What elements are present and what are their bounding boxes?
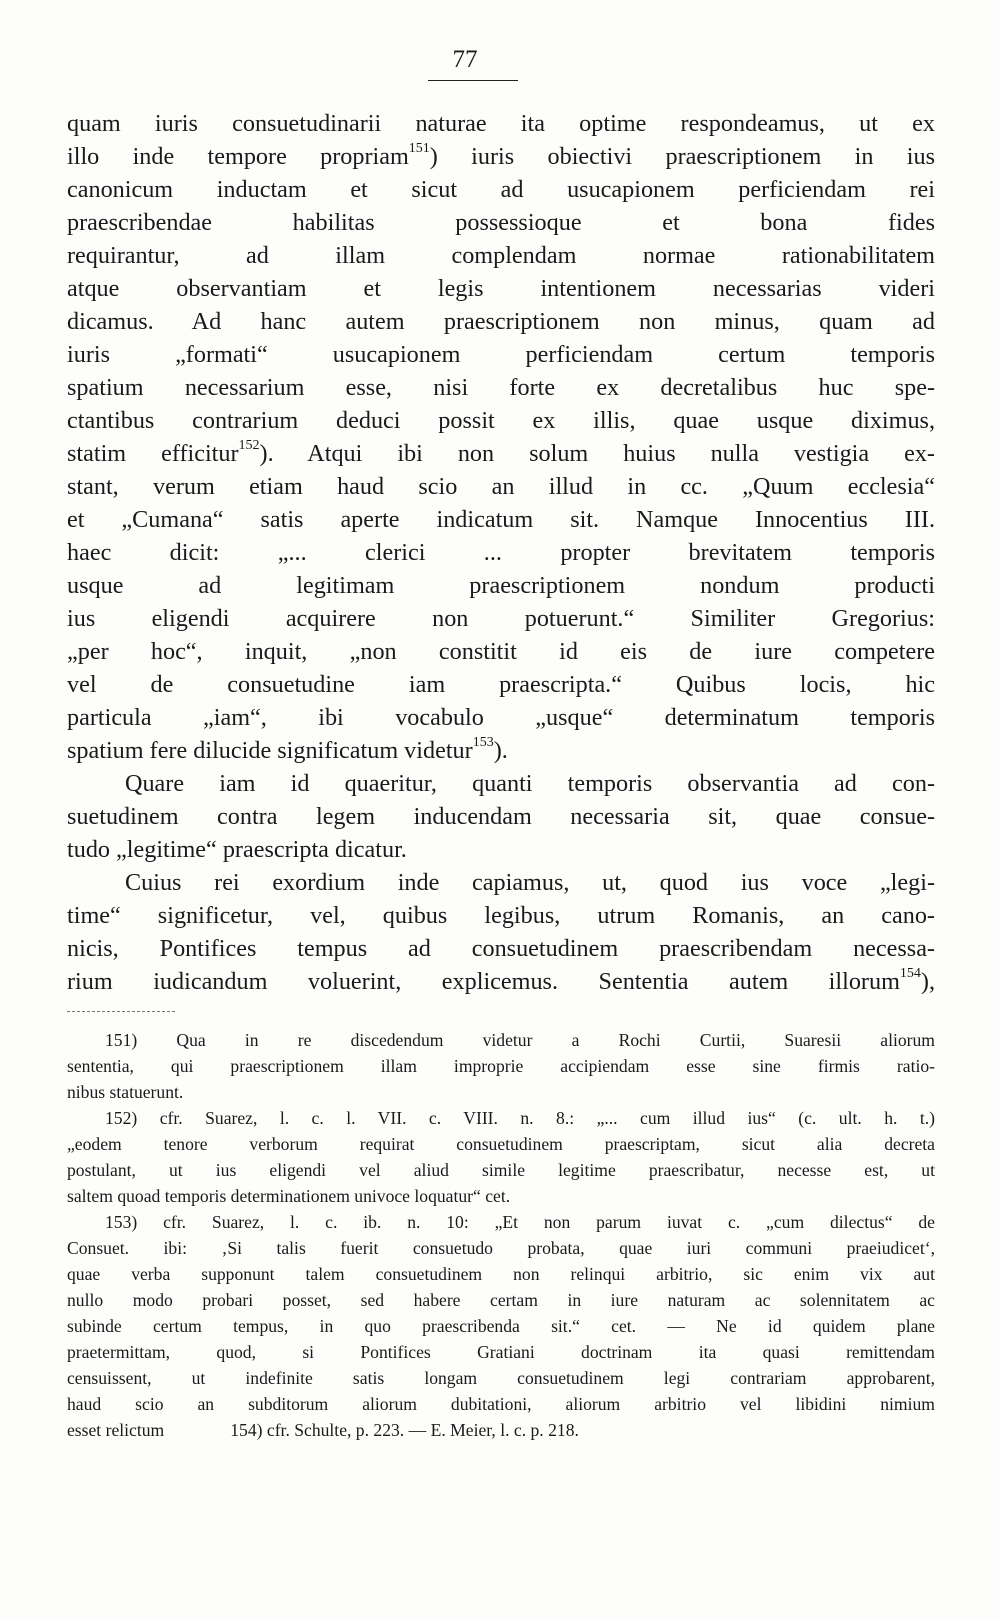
footnote-line: „eodem tenore verborum requirat consuetudinem praescriptam, sicut alia decreta xyxy=(67,1134,935,1154)
footnote-line: sententia, qui praescriptionem illam improprie accipiendam esse sine firmis ratio- xyxy=(67,1056,935,1076)
body-line: requirantur, ad illam complendam normae rationabilitatem xyxy=(67,242,935,269)
body-line: ius eligendi acquirere non potuerunt.“ Similiter Gregorius: xyxy=(67,605,935,632)
footnote-line: nullo modo probari posset, sed habere certam in iure naturam ac solennitatem ac xyxy=(67,1290,935,1310)
body-line xyxy=(67,140,935,173)
body-line: stant, verum etiam haud scio an illud in cc. „Quum ecclesia“ xyxy=(67,473,935,500)
body-line: canonicum inductam et sicut ad usucapionem perficiendam rei xyxy=(67,176,935,203)
body-line-text: statim efficitur xyxy=(67,440,239,467)
body-line-text: ). Atqui ibi non solum huius nulla vestigia ex- xyxy=(259,440,935,467)
body-line xyxy=(67,965,935,998)
body-line-text: rium iudicandum voluerint, explicemus. Sententia autem illorum xyxy=(67,968,900,995)
note-ref-154: 154 xyxy=(899,965,921,981)
body-line: et „Cumana“ satis aperte indicatum sit. Namque Innocentius III. xyxy=(67,506,935,533)
body-line: tudo „legitime“ praescripta dicatur. xyxy=(67,836,407,863)
body-line: particula „iam“, ibi vocabulo „usque“ determinatum temporis xyxy=(67,704,935,731)
body-line: praescribendae habilitas possessioque et bona fides xyxy=(67,209,935,236)
page-number: 77 xyxy=(452,46,478,73)
body-line xyxy=(67,734,935,767)
body-line-text: spatium fere dilucide significatum videtur xyxy=(67,737,473,764)
body-line: iuris „formati“ usucapionem perficiendam certum temporis xyxy=(67,341,935,368)
footnote-line: nibus statuerunt. xyxy=(67,1082,184,1102)
body-line: Quare iam id quaeritur, quanti temporis observantia ad con- xyxy=(125,770,935,797)
footnote-line: censuissent, ut indefinite satis longam consuetudinem legi contrariam approbarent, xyxy=(67,1368,935,1388)
footnote-line-text: esset relictum xyxy=(67,1420,165,1440)
body-line: usque ad legitimam praescriptionem nondum producti xyxy=(67,572,935,599)
body-line-text: ) iuris obiectivi praescriptionem in ius xyxy=(429,143,935,170)
footnote-line: praetermittam, quod, si Pontifices Gratiani doctrinam ita quasi remittendam xyxy=(67,1342,935,1362)
footnote-line: postulant, ut ius eligendi vel aliud simile legitime praescribatur, necesse est, ut xyxy=(67,1160,935,1180)
footnote-line xyxy=(67,1417,935,1443)
header-rule xyxy=(428,80,518,81)
body-line-text: illo inde tempore propriam xyxy=(67,143,409,170)
body-line: time“ significetur, vel, quibus legibus, utrum Romanis, an cano- xyxy=(67,902,935,929)
body-line: quam iuris consuetudinarii naturae ita optime respondeamus, ut ex xyxy=(67,110,935,137)
body-line: nicis, Pontifices tempus ad consuetudinem praescribendam necessa- xyxy=(67,935,935,962)
body-line: vel de consuetudine iam praescripta.“ Quibus locis, hic xyxy=(67,671,935,698)
footnote-line: 151) Qua in re discedendum videtur a Rochi Curtii, Suaresii aliorum xyxy=(105,1030,935,1050)
body-line: ctantibus contrarium deduci possit ex illis, quae usque diximus, xyxy=(67,407,935,434)
body-line xyxy=(67,437,935,470)
footnote-154: 154) cfr. Schulte, p. 223. — E. Meier, l. c. p. 218. xyxy=(230,1420,579,1440)
body-line-text: ), xyxy=(920,968,935,995)
body-line-text: ). xyxy=(493,737,508,764)
body-line: spatium necessarium esse, nisi forte ex decretalibus huc spe- xyxy=(67,374,935,401)
main-text xyxy=(67,107,935,998)
footnote-line: quae verba supponunt talem consuetudinem non relinqui arbitrio, sic enim vix aut xyxy=(67,1264,935,1284)
note-ref-153: 153 xyxy=(472,734,494,750)
footnote-line: subinde certum tempus, in quo praescribenda sit.“ cet. — Ne id quidem plane xyxy=(67,1316,935,1336)
footnote-separator xyxy=(67,1011,175,1012)
body-line: dicamus. Ad hanc autem praescriptionem non minus, quam ad xyxy=(67,308,935,335)
body-line: „per hoc“, inquit, „non constitit id eis de iure competere xyxy=(67,638,935,665)
body-line: atque observantiam et legis intentionem necessarias videri xyxy=(67,275,935,302)
footnote-line: 153) cfr. Suarez, l. c. ib. n. 10: „Et non parum iuvat c. „cum dilectus“ de xyxy=(105,1212,935,1232)
footnote-line: saltem quoad temporis determinationem univoce loquatur“ cet. xyxy=(67,1186,511,1206)
footnote-line: Consuet. ibi: ‚Si talis fuerit consuetudo probata, quae iuri communi praeiudicet‘, xyxy=(67,1238,935,1258)
body-line: suetudinem contra legem inducendam necessaria sit, quae consue- xyxy=(67,803,935,830)
footnote-line: 152) cfr. Suarez, l. c. l. VII. c. VIII. n. 8.: „... cum illud ius“ (c. ult. h. t.) xyxy=(105,1108,935,1128)
note-ref-151: 151 xyxy=(408,140,430,156)
note-ref-152: 152 xyxy=(238,437,260,453)
body-line: haec dicit: „... clerici ... propter brevitatem temporis xyxy=(67,539,935,566)
footnote-line: haud scio an subditorum aliorum dubitationi, aliorum arbitrio vel libidini nimium xyxy=(67,1394,935,1414)
body-line: Cuius rei exordium inde capiamus, ut, quod ius voce „legi- xyxy=(125,869,935,896)
footnotes xyxy=(67,1027,935,1443)
